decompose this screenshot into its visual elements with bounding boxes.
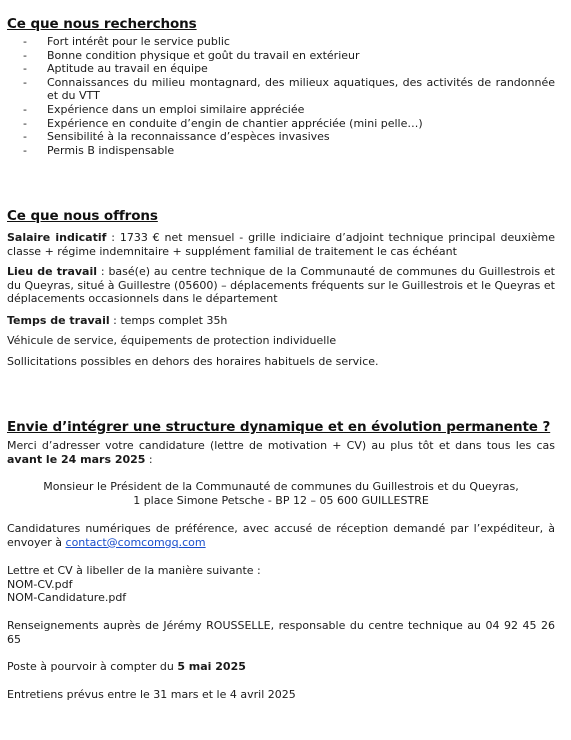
requirements-heading: Ce que nous recherchons — [7, 16, 197, 32]
apply-intro-text: Merci d’adresser votre candidature (lettre de motivation + CV) au plus tôt et dans tous les cas — [7, 439, 555, 452]
list-item: - Sensibilité à la reconnaissance d’espèces invasives — [7, 130, 555, 144]
salary-text: : 1733 € net mensuel - grille indiciaire d’adjoint technique principal deuxième classe + régime indemnitaire + supplément familial de traitement le cas échéant — [7, 231, 556, 258]
requirements-list — [7, 35, 555, 157]
address-line-2: 1 place Simone Petsche - BP 12 – 05 600 GUILLESTRE — [133, 493, 429, 507]
cv-file-name: NOM-CV.pdf — [7, 577, 73, 591]
list-item: - Aptitude au travail en équipe — [7, 62, 555, 76]
location-text: : basé(e) au centre technique de la Communauté de communes du Guillestrois et du Queyras, situé à Guillestre (05600) – déplacements fréquents sur le Guillestrois et le Queyras et déplacements occasionnels dans le département — [7, 265, 555, 306]
address-line-1: Monsieur le Président de la Communauté de communes du Guillestrois et du Queyras, — [43, 480, 519, 493]
list-item: - Fort intérêt pour le service public — [7, 35, 555, 49]
interviews-paragraph: Entretiens prévus entre le 31 mars et le 4 avril 2025 — [7, 688, 296, 701]
apply-intro-paragraph — [7, 439, 555, 466]
location-label: Lieu de travail — [7, 265, 98, 278]
file-naming-paragraph — [7, 564, 555, 605]
list-item: - Permis B indispensable — [7, 144, 555, 158]
email-link[interactable]: contact@comcomgq.com — [65, 535, 206, 549]
salary-paragraph — [7, 231, 555, 258]
digital-application-text: Candidatures numériques de préférence, avec accusé de réception demandé par l’expéditeur, à envoyer à — [7, 522, 555, 549]
application-file-name: NOM-Candidature.pdf — [7, 591, 127, 605]
file-naming-intro: Lettre et CV à libeller de la manière suivante : — [7, 564, 261, 577]
list-item: - Expérience dans un emploi similaire appréciée — [7, 103, 555, 117]
location-paragraph — [7, 265, 555, 306]
work-time-paragraph — [7, 314, 555, 328]
list-item: - Bonne condition physique et goût du travail en extérieur — [7, 49, 555, 63]
start-date: 5 mai 2025 — [177, 660, 246, 673]
postal-address — [7, 480, 555, 507]
apply-heading: Envie d’intégrer une structure dynamique et en évolution permanente ? — [7, 419, 551, 435]
start-date-paragraph — [7, 660, 555, 674]
deadline: avant le 24 mars 2025 — [7, 452, 146, 466]
offer-heading: Ce que nous offrons — [7, 208, 158, 224]
start-date-prefix: Poste à pourvoir à compter du — [7, 660, 178, 673]
salary-label: Salaire indicatif — [7, 231, 107, 244]
list-item: - Expérience en conduite d’engin de chantier appréciée (mini pelle…) — [7, 117, 555, 131]
work-time-text: : temps complet 35h — [109, 314, 228, 327]
work-time-label: Temps de travail — [7, 314, 110, 327]
vehicle-paragraph: Véhicule de service, équipements de protection individuelle — [7, 334, 337, 347]
deadline-suffix: : — [145, 452, 153, 466]
digital-application-paragraph — [7, 522, 555, 549]
list-item: - Connaissances du milieu montagnard, des milieux aquatiques, des activités de randonnée et du VTT — [7, 76, 555, 103]
contact-info-paragraph: Renseignements auprès de Jérémy ROUSSELLE, responsable du centre technique au 04 92 45 26 65 — [7, 619, 555, 646]
solicitations-paragraph: Sollicitations possibles en dehors des horaires habituels de service. — [7, 355, 379, 368]
